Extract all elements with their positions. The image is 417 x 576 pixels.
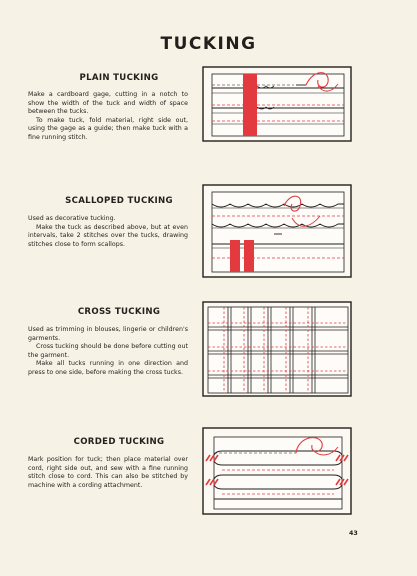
paragraph: Make all tucks running in one direction and press to one side, before making the cross tucks. bbox=[28, 360, 188, 376]
section-heading-plain-tucking: PLAIN TUCKING bbox=[79, 73, 159, 83]
scalloped-tucking-illustration-icon bbox=[200, 182, 354, 280]
paragraph: Used as decorative tucking. bbox=[28, 215, 116, 222]
cross-tucking-illustration-icon bbox=[200, 299, 354, 399]
paragraph: Make a cardboard gage, cutting in a notch to show the width of the tuck and width of space between the tucks. bbox=[28, 91, 188, 116]
corded-tucking-illustration-icon bbox=[200, 425, 354, 517]
section-heading-scalloped-tucking: SCALLOPED TUCKING bbox=[65, 196, 173, 206]
section-text-plain-tucking bbox=[28, 91, 188, 143]
paragraph: Mark position for tuck; then place material over cord, right side out, and sew with a fine running stitch close to cord. This can also be stitched by machine with a cording attachment. bbox=[28, 456, 188, 489]
paragraph: Used as trimming in blouses, lingerie or children's garments. bbox=[28, 326, 188, 342]
section-heading-cross-tucking: CROSS TUCKING bbox=[77, 307, 161, 317]
section-text-corded-tucking bbox=[28, 456, 188, 490]
page-number: 43 bbox=[349, 530, 358, 537]
paragraph: To make tuck, fold material, right side out, using the gage as a guide; then make tuck with a fine running stitch. bbox=[28, 116, 188, 141]
section-text-cross-tucking bbox=[28, 326, 188, 378]
page-title: TUCKING bbox=[160, 34, 257, 54]
paragraph: Cross tucking should be done before cutting out the garment. bbox=[28, 343, 188, 359]
section-heading-corded-tucking: CORDED TUCKING bbox=[73, 437, 165, 447]
plain-tucking-illustration-icon bbox=[200, 64, 354, 144]
section-text-scalloped-tucking bbox=[28, 215, 188, 249]
paragraph: Make the tuck as described above, but at even intervals, take 2 stitches over the tucks, drawing stitches close to form scallops. bbox=[28, 223, 188, 248]
